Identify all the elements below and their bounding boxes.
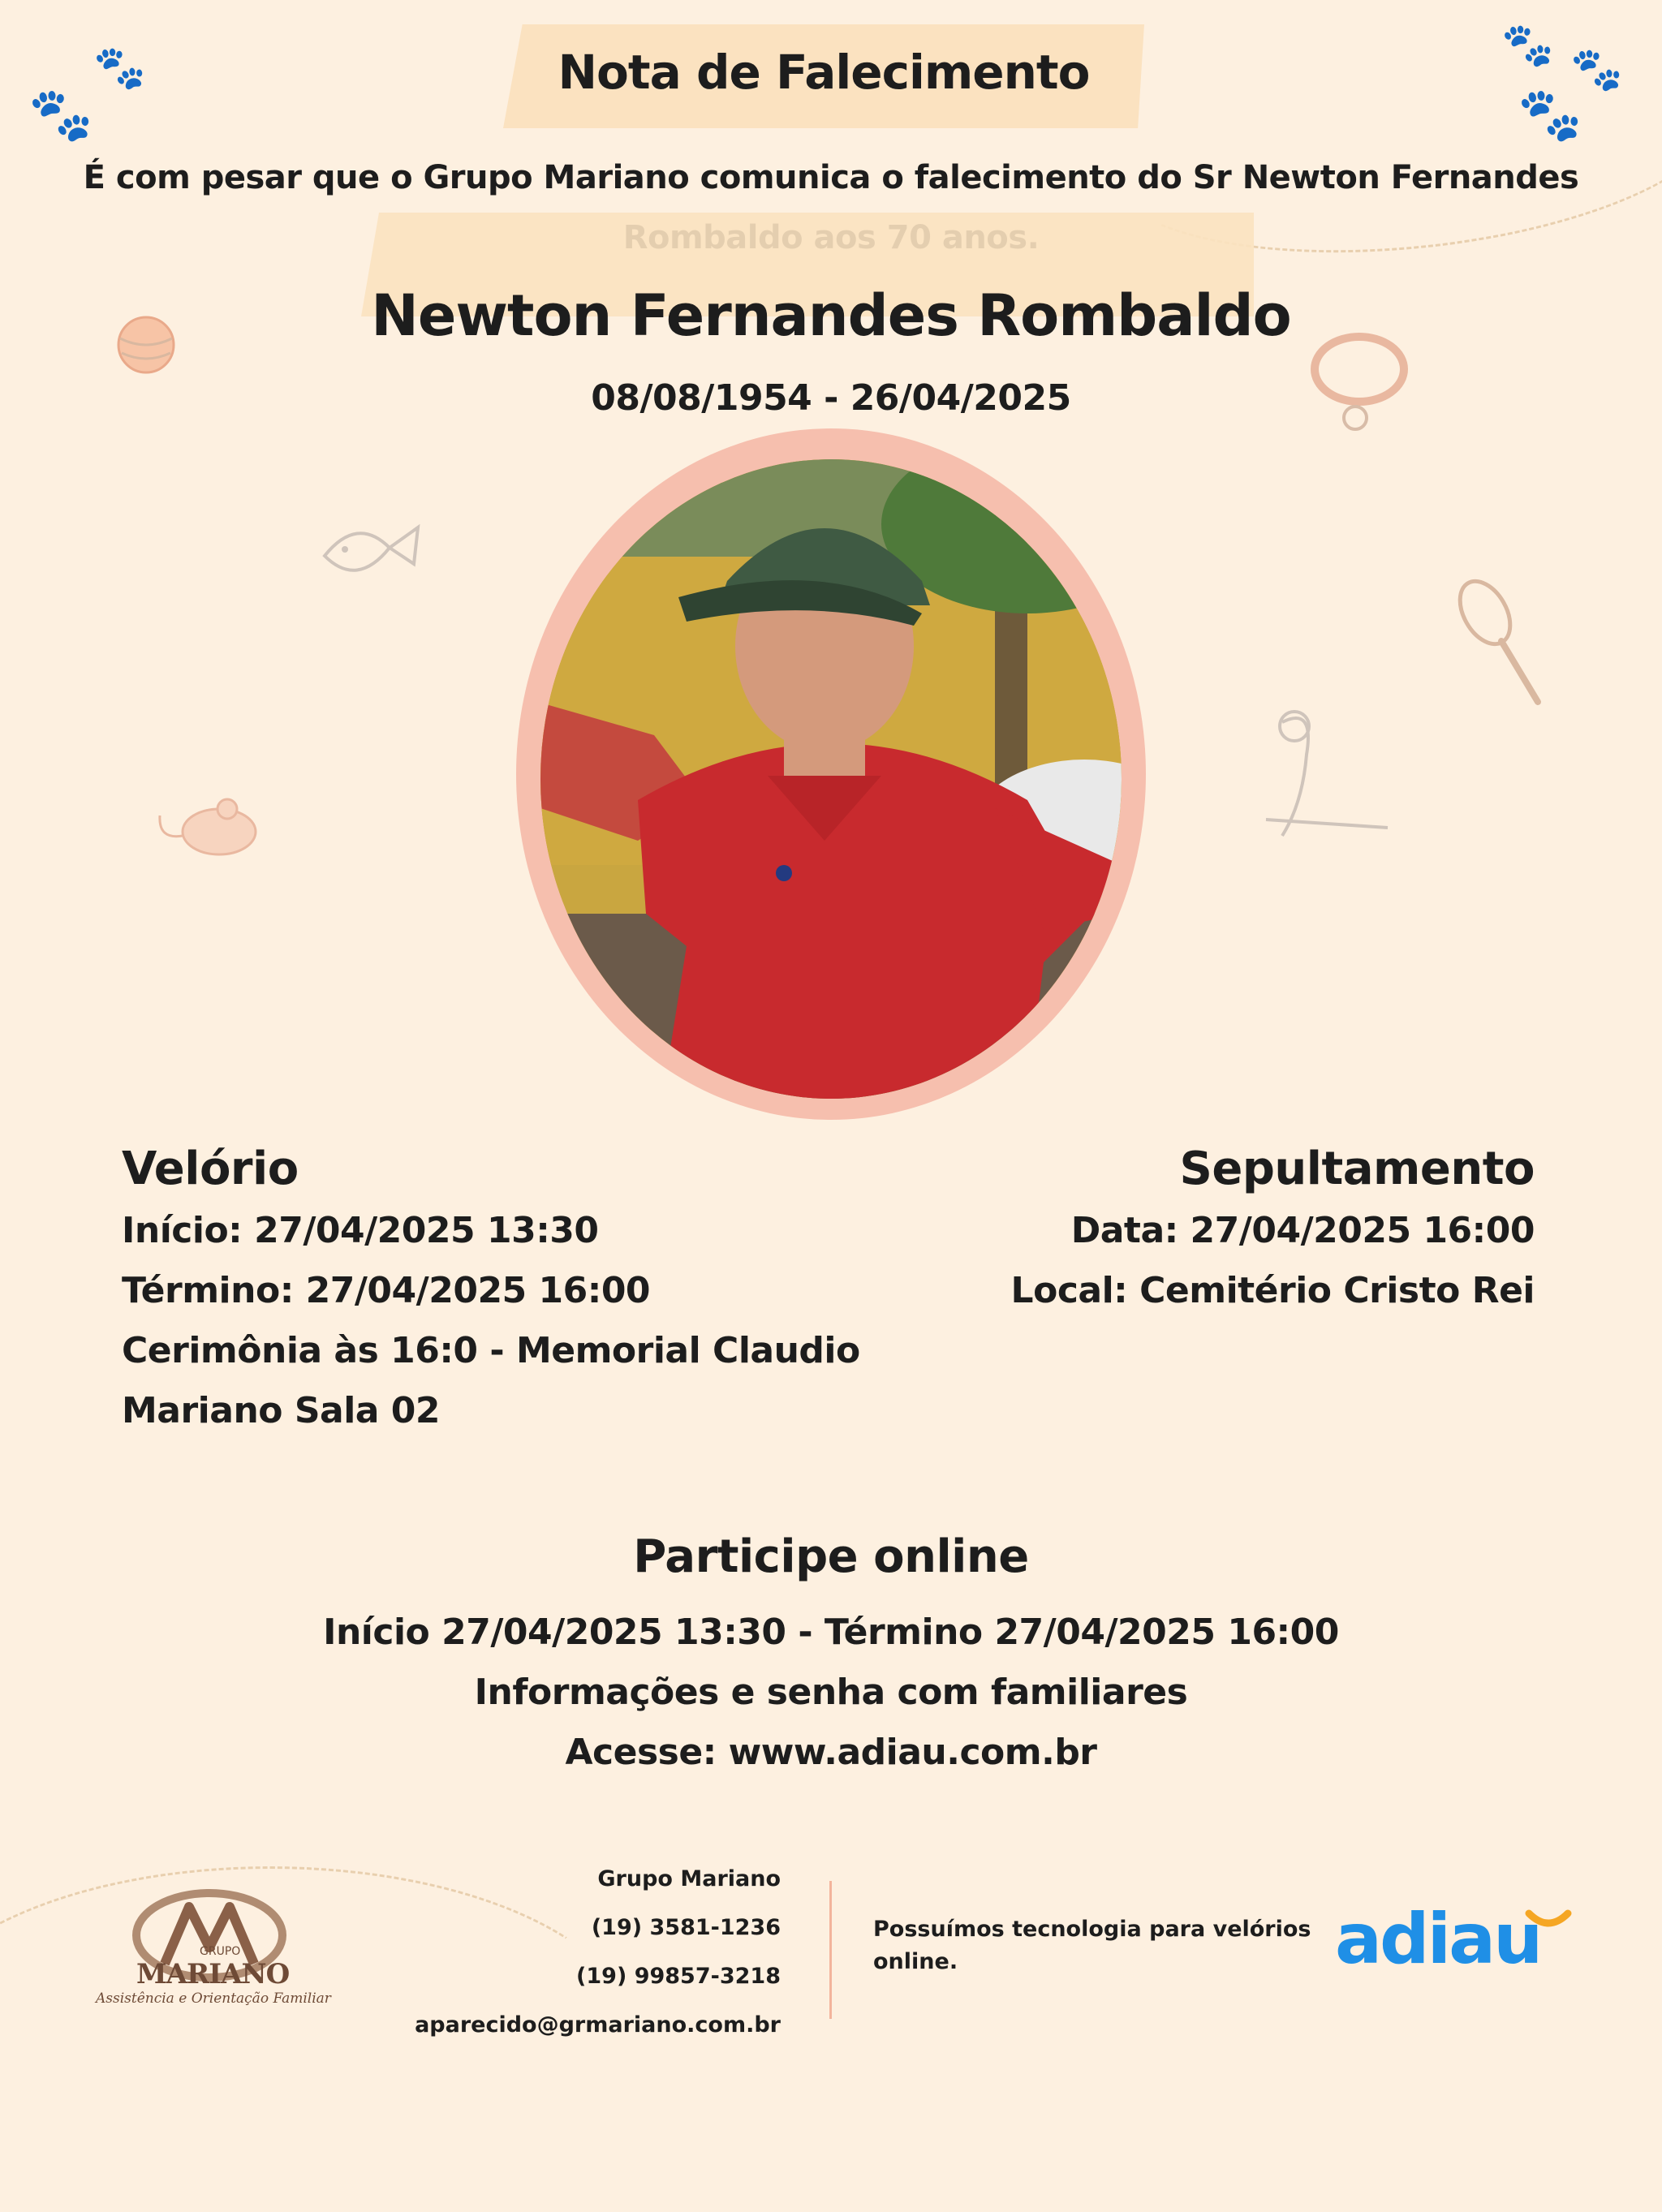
sepultamento-place: Local: Cemitério Cristo Rei	[1010, 1270, 1535, 1311]
footer-email[interactable]: aparecido@grmariano.com.br	[415, 2012, 781, 2038]
footer-tech-line1: Possuímos tecnologia para velórios	[873, 1917, 1311, 1942]
adiau-logo-text: adiau	[1335, 1899, 1541, 1980]
paw-print-icon: 🐾	[28, 85, 93, 145]
portrait-illustration	[540, 459, 1122, 1099]
pet-brush-icon	[1453, 572, 1550, 710]
bird-icon	[1250, 698, 1396, 860]
paw-print-icon: 🐾	[1518, 85, 1582, 145]
velorio-heading: Velório	[122, 1143, 299, 1195]
online-heading: Participe online	[633, 1530, 1029, 1583]
velorio-end: Término: 27/04/2025 16:00	[122, 1270, 651, 1311]
paw-print-icon: 🐾	[93, 44, 146, 93]
velorio-start: Início: 27/04/2025 13:30	[122, 1210, 599, 1251]
footer-divider	[829, 1881, 832, 2019]
mariano-logo-name: MARIANO	[136, 1958, 290, 1990]
adiau-logo	[1335, 1899, 1540, 1980]
portrait-photo	[540, 459, 1122, 1099]
online-access-link[interactable]: Acesse: www.adiau.com.br	[565, 1732, 1097, 1773]
sepultamento-date: Data: 27/04/2025 16:00	[1070, 1210, 1535, 1251]
paw-print-icon: 🐾	[1570, 45, 1623, 94]
announcement-text: É com pesar que o Grupo Mariano comunica o falecimento do Sr Newton Fernandes	[83, 159, 1579, 196]
mouse-toy-icon	[150, 791, 272, 864]
footer-tech-line2: online.	[873, 1949, 958, 1974]
life-dates: 08/08/1954 - 26/04/2025	[591, 377, 1071, 419]
online-schedule: Início 27/04/2025 13:30 - Término 27/04/2025 16:00	[323, 1612, 1339, 1653]
velorio-ceremony-room: Mariano Sala 02	[122, 1390, 441, 1431]
sepultamento-heading: Sepultamento	[1179, 1143, 1535, 1195]
velorio-ceremony: Cerimônia às 16:0 - Memorial Claudio	[122, 1330, 860, 1371]
online-info: Informações e senha com familiares	[474, 1672, 1188, 1713]
deceased-name: Newton Fernandes Rombaldo	[371, 282, 1291, 349]
footer-company: Grupo Mariano	[597, 1866, 781, 1891]
footer-phone-2[interactable]: (19) 99857-3218	[576, 1964, 781, 1989]
mariano-logo-tagline: Assistência e Orientação Familiar	[96, 1990, 331, 2007]
adiau-smile-icon	[1524, 1909, 1573, 1933]
footer-phone-1[interactable]: (19) 3581-1236	[591, 1915, 781, 1940]
mariano-logo-small: GRUPO	[200, 1945, 241, 1958]
fish-icon	[308, 499, 430, 605]
grupo-mariano-logo	[96, 1887, 331, 2008]
paw-print-icon: 🐾	[1501, 21, 1554, 70]
page-title: Nota de Falecimento	[558, 45, 1090, 100]
